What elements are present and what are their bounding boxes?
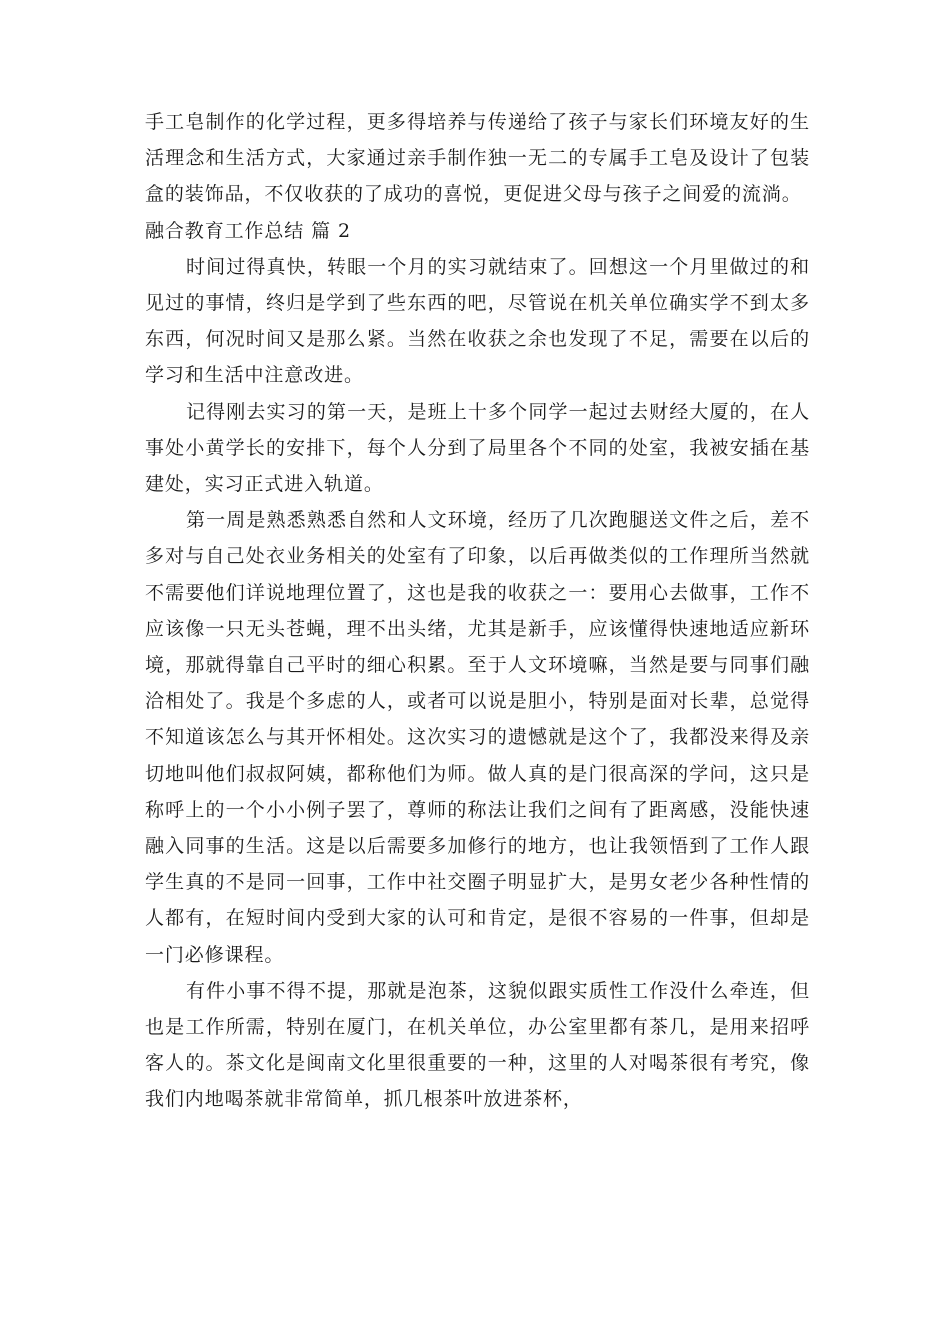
paragraph-continuation: 手工皂制作的化学过程，更多得培养与传递给了孩子与家长们环境友好的生活理念和生活方式，大家通过亲手制作独一无二的专属手工皂及设计了包装盒的装饰品，不仅收获的了成功的喜悦，更促进父母与孩子之间爱的流淌。 [145,111,810,206]
document-page [145,104,810,1118]
paragraph: 时间过得真快，转眼一个月的实习就结束了。回想这一个月里做过的和见过的事情，终归是学到了些东西的吧，尽管说在机关单位确实学不到太多东西，何况时间又是那么紧。当然在收获之余也发现了不足，需要在以后的学习和生活中注意改进。 [145,255,810,387]
section-heading: 融合教育工作总结 篇 2 [145,219,351,242]
paragraph: 第一周是熟悉熟悉自然和人文环境，经历了几次跑腿送文件之后，差不多对与自己处衣业务相关的处室有了印象，以后再做类似的工作理所当然就不需要他们详说地理位置了，这也是我的收获之一：要用心去做事，工作不应该像一只无头苍蝇，理不出头绪，尤其是新手，应该懂得快速地适应新环境，那就得靠自己平时的细心积累。至于人文环境嘛，当然是要与同事们融洽相处了。我是个多虑的人，或者可以说是胆小，特别是面对长辈，总觉得不知道该怎么与其开怀相处。这次实习的遗憾就是这个了，我都没来得及亲切地叫他们叔叔阿姨，都称他们为师。做人真的是门很高深的学问，这只是称呼上的一个小小例子罢了，尊师的称法让我们之间有了距离感，没能快速融入同事的生活。这是以后需要多加修行的地方，也让我领悟到了工作人跟学生真的不是同一回事，工作中社交圈子明显扩大，是男女老少各种性情的人都有，在短时间内受到大家的认可和肯定，是很不容易的一件事，但却是一门必修课程。 [145,509,810,966]
paragraph: 记得刚去实习的第一天，是班上十多个同学一起过去财经大厦的，在人事处小黄学长的安排下，每个人分到了局里各个不同的处室，我被安插在基建处，实习正式进入轨道。 [145,400,810,496]
paragraph: 有件小事不得不提，那就是泡茶，这貌似跟实质性工作没什么牵连，但也是工作所需，特别在厦门，在机关单位，办公室里都有茶几，是用来招呼客人的。茶文化是闽南文化里很重要的一种，这里的人对喝茶很有考究，像我们内地喝茶就非常简单，抓几根茶叶放进茶杯， [145,979,810,1111]
